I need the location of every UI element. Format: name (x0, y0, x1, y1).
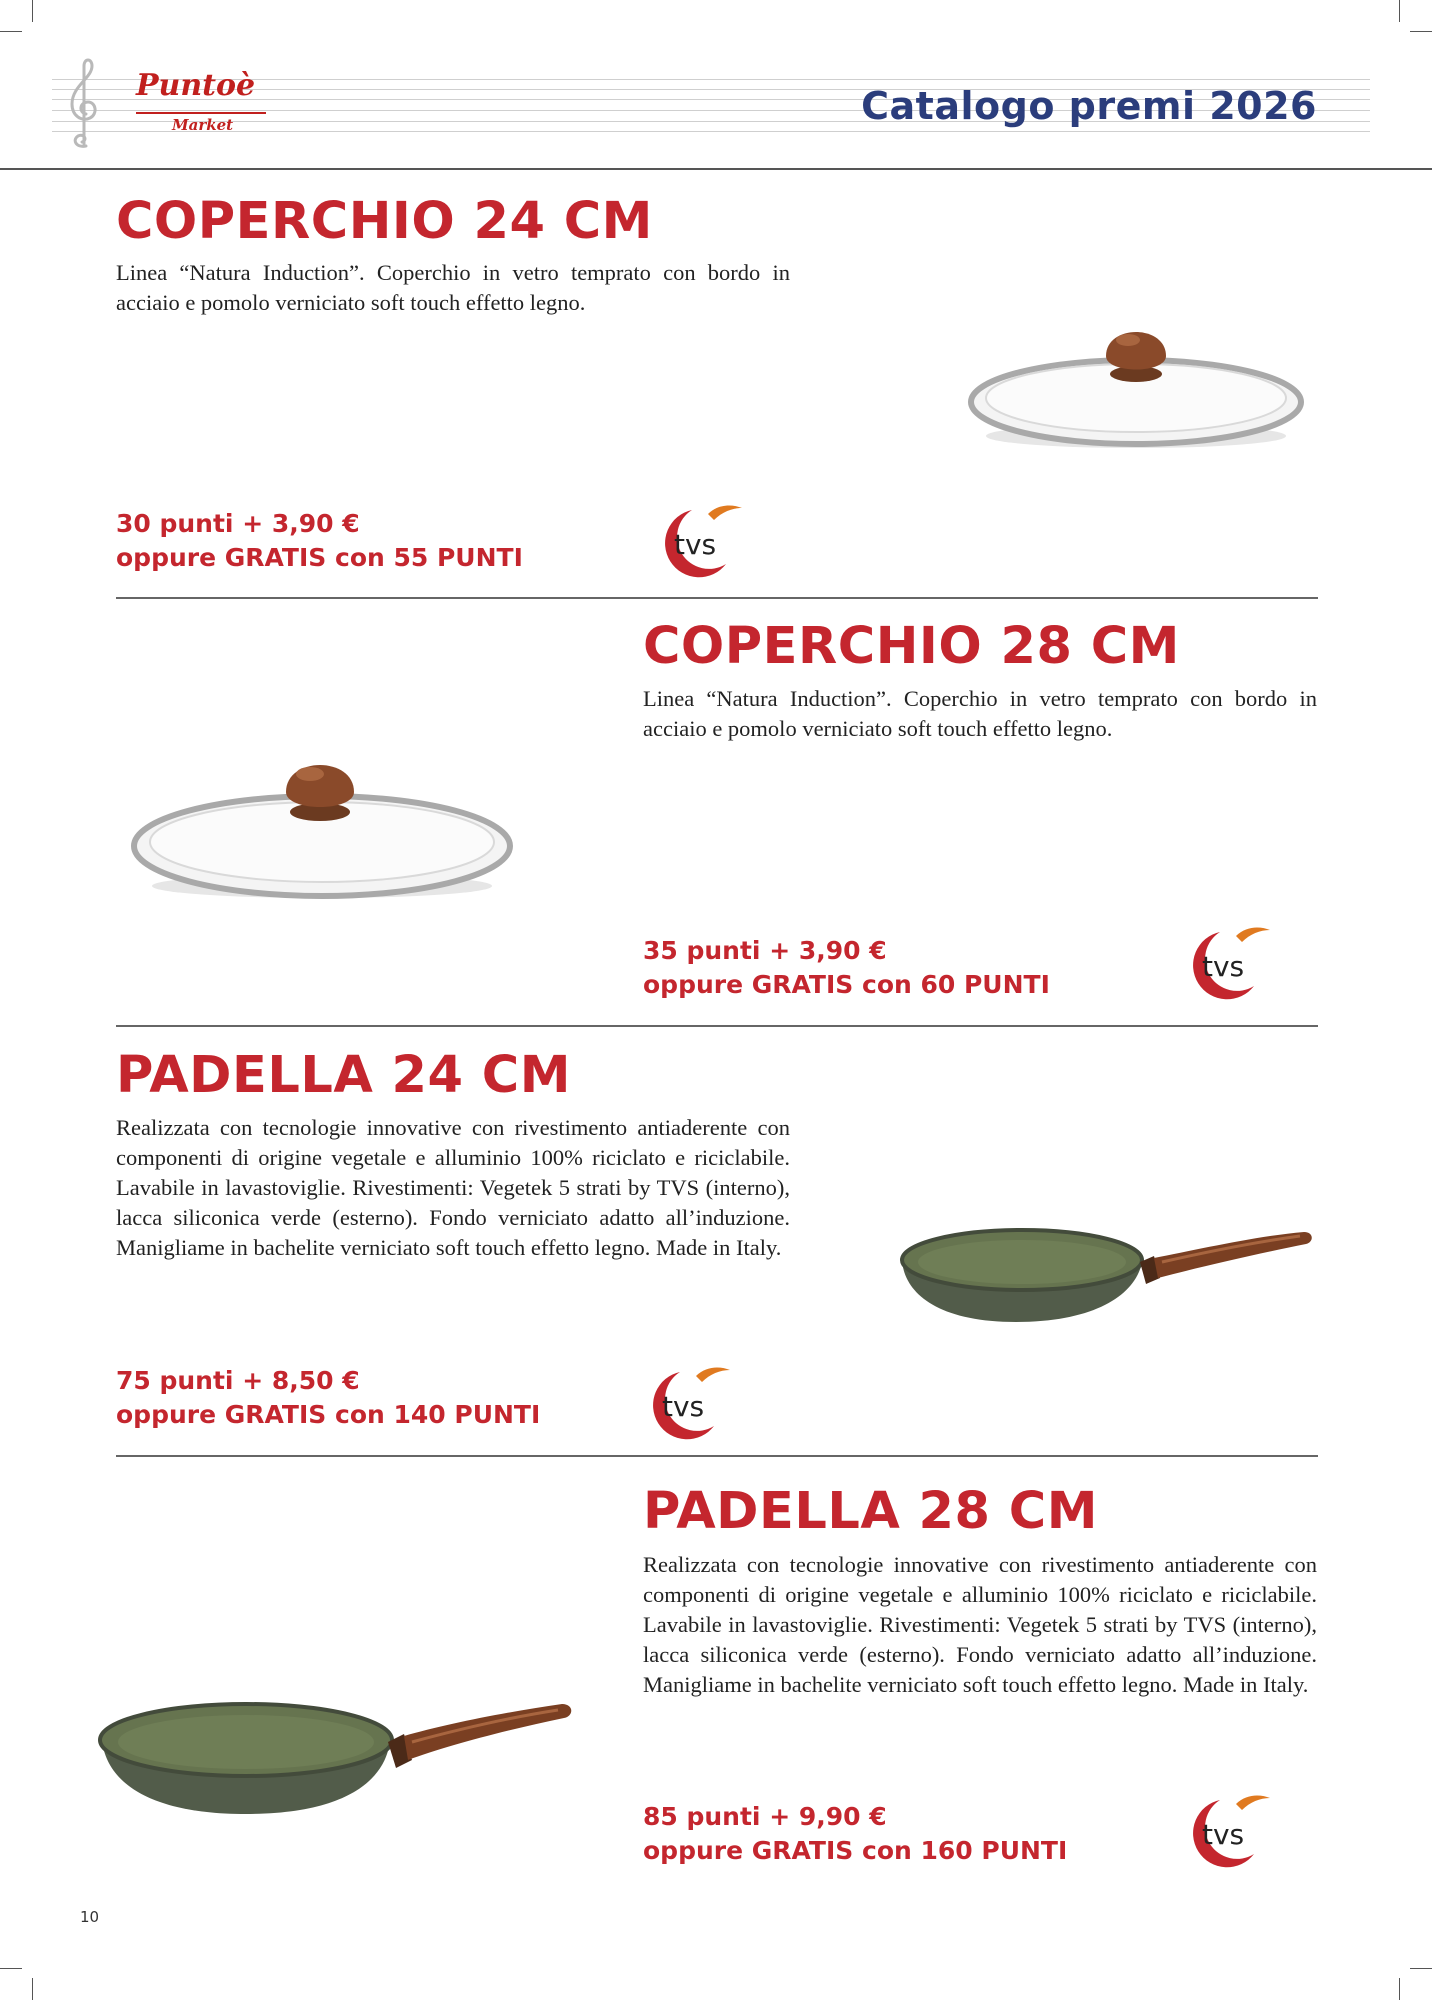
product-title: COPERCHIO 28 CM (643, 617, 1180, 676)
price-free-points: oppure GRATIS con 140 PUNTI (116, 1400, 541, 1429)
store-logo (52, 54, 282, 154)
crop-mark (32, 0, 33, 22)
product-divider (116, 1025, 1318, 1027)
price-free-points: oppure GRATIS con 60 PUNTI (643, 970, 1050, 999)
tvs-logo (1180, 924, 1272, 1006)
product-description: Realizzata con tecnologie innovative con rivestimento antiaderente con componenti di origine vegetale e alluminio 100% riciclato e riciclabile. Lavabile in lavastoviglie. Rivestimenti: Vegetek 5 strati by TVS (interno), lacca siliconica verde (esterno). Fondo verniciato adatto all’induzione. Manigliame in bachelite verniciato soft touch effetto legno. Made in Italy. (643, 1552, 1317, 1697)
crop-mark (1399, 1978, 1400, 2000)
glass-lid-image (966, 310, 1306, 465)
price-points-cash: 35 punti + 3,90 € (643, 936, 887, 965)
frying-pan-image (896, 1222, 1316, 1333)
header-divider (0, 168, 1432, 170)
product-title: COPERCHIO 24 CM (116, 192, 653, 251)
tvs-logo (1180, 1792, 1272, 1874)
catalog-title: Catalogo premi 2026 (861, 84, 1317, 128)
crop-mark (1399, 0, 1400, 22)
crop-mark (0, 31, 22, 32)
tvs-logo-text: tvs (1202, 950, 1245, 983)
tvs-logo-text: tvs (662, 1390, 705, 1423)
crop-mark (1410, 1968, 1432, 1969)
tvs-logo (652, 502, 744, 584)
price-points-cash: 75 punti + 8,50 € (116, 1366, 360, 1395)
price-points-cash: 85 punti + 9,90 € (643, 1802, 887, 1831)
logo-underline (136, 112, 266, 114)
price-points-cash: 30 punti + 3,90 € (116, 509, 360, 538)
logo-name: Puntoè (136, 68, 256, 103)
product-description: Linea “Natura Induction”. Coperchio in vetro temprato con bordo in acciaio e pomolo verniciato soft touch effetto legno. (116, 260, 790, 315)
price-free-points: oppure GRATIS con 55 PUNTI (116, 543, 523, 572)
tvs-logo (640, 1364, 732, 1446)
price-free-points: oppure GRATIS con 160 PUNTI (643, 1836, 1068, 1865)
crop-mark (32, 1978, 33, 2000)
page-number: 10 (80, 1908, 100, 1926)
product-description: Linea “Natura Induction”. Coperchio in vetro temprato con bordo in acciaio e pomolo verniciato soft touch effetto legno. (643, 686, 1317, 741)
tvs-logo-text: tvs (1202, 1818, 1245, 1851)
product-divider (116, 1455, 1318, 1457)
product-title: PADELLA 24 CM (116, 1046, 571, 1105)
product-divider (116, 597, 1318, 599)
glass-lid-image (130, 748, 514, 913)
product-description: Realizzata con tecnologie innovative con rivestimento antiaderente con componenti di origine vegetale e alluminio 100% riciclato e riciclabile. Lavabile in lavastoviglie. Rivestimenti: Vegetek 5 strati by TVS (interno), lacca siliconica verde (esterno). Fondo verniciato adatto all’induzione. Manigliame in bachelite verniciato soft touch effetto legno. Made in Italy. (116, 1115, 790, 1260)
product-title: PADELLA 28 CM (643, 1482, 1098, 1541)
crop-mark (0, 1968, 22, 1969)
tvs-logo-text: tvs (674, 528, 717, 561)
frying-pan-image (96, 1690, 576, 1825)
logo-subtitle: Market (172, 116, 234, 134)
crop-mark (1410, 31, 1432, 32)
treble-clef-icon (62, 56, 106, 152)
